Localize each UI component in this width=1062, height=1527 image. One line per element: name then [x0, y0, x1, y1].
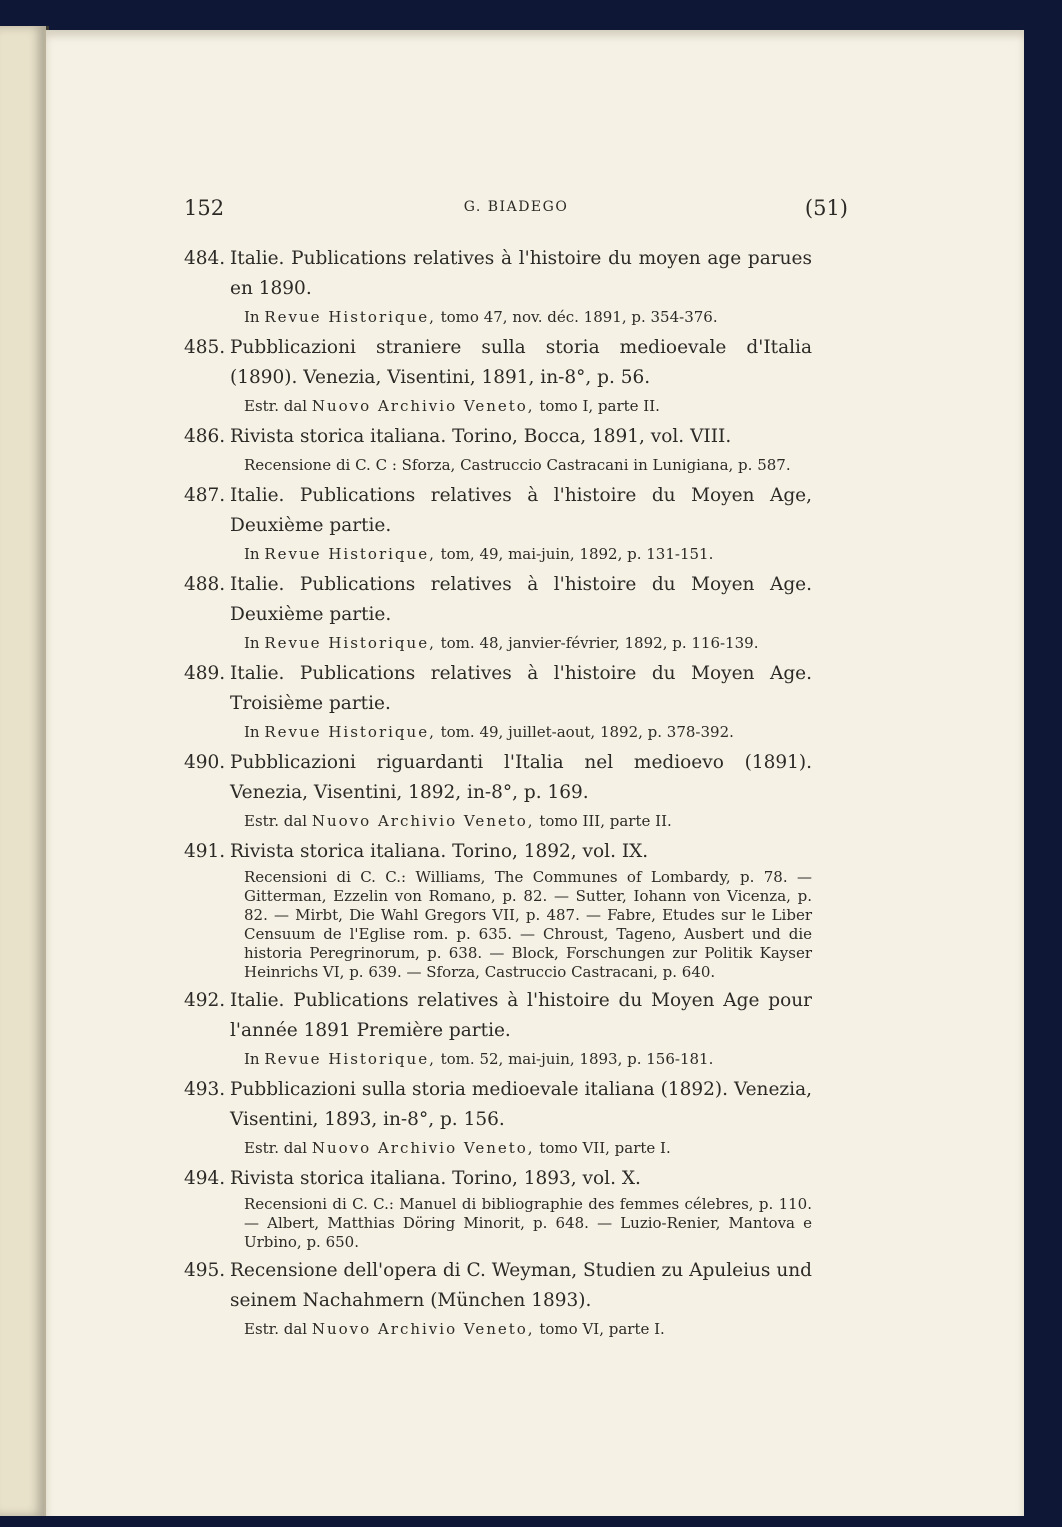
entry-492: [184, 986, 812, 1071]
entry-number: 492.: [184, 990, 226, 1011]
entry-title: Pubblicazioni straniere sulla storia medioevale d'Italia (1890). Venezia, Visentini, 1891, in-8°, p. 56.: [230, 337, 812, 388]
entry-490: [184, 748, 812, 833]
entry-486: [184, 422, 812, 477]
note-details: tom, 49, mai-juin, 1892, p. 131-151.: [440, 545, 714, 563]
note-prefix: In: [244, 545, 260, 563]
note-journal: Nuovo Archivio Veneto,: [311, 397, 535, 415]
entry-494: [184, 1164, 812, 1252]
note-journal: Nuovo Archivio Veneto,: [311, 1320, 535, 1338]
note-journal: Revue Historique,: [264, 308, 436, 326]
entry-note: [244, 809, 812, 833]
note-details: tomo III, parte II.: [539, 812, 672, 830]
entry-489: [184, 659, 812, 744]
entry-485: [184, 333, 812, 418]
entry-title: Pubblicazioni riguardanti l'Italia nel medioevo (1891). Venezia, Visentini, 1892, in-8°, p. 169.: [230, 752, 812, 803]
previous-page-edge: [0, 26, 49, 1516]
note-prefix: In: [244, 1050, 260, 1068]
entry-number: 490.: [184, 752, 226, 773]
entry-note: Recensioni di C. C.: Williams, The Communes of Lombardy, p. 78. — Gitterman, Ezzelin von Romano, p. 82. — Sutter, Iohann von Vicenza, p. 82. — Mirbt, Die Wahl Gregors VII, p. 487. — Fabre, Etudes sur le Liber Censuum de l'Eglise rom. p. 635. — Chroust, Tageno, Ausbert und die historia Peregrinorum, p. 638. — Block, Forschungen zur Politik Kayser Heinrichs VI, p. 639. — Sforza, Castruccio Castracani, p. 640.: [244, 868, 812, 981]
entry-491: [184, 837, 812, 982]
entry-488: [184, 570, 812, 655]
note-details: tom. 49, juillet-aout, 1892, p. 378-392.: [440, 723, 734, 741]
entry-note: [244, 394, 812, 418]
note-prefix: In: [244, 723, 260, 741]
entry-number: 488.: [184, 574, 226, 595]
note-journal: Nuovo Archivio Veneto,: [311, 1139, 535, 1157]
entry-number: 491.: [184, 841, 226, 862]
entry-title: Italie. Publications relatives à l'histoire du moyen age parues en 1890.: [230, 248, 812, 299]
entry-note: [244, 305, 812, 329]
note-prefix: Estr. dal: [244, 397, 308, 415]
note-details: tomo 47, nov. déc. 1891, p. 354-376.: [440, 308, 718, 326]
note-prefix: In: [244, 634, 260, 652]
entry-number: 486.: [184, 426, 226, 447]
entry-title: Rivista storica italiana. Torino, 1892, vol. IX.: [230, 841, 649, 862]
note-details: tom. 48, janvier-février, 1892, p. 116-139.: [440, 634, 759, 652]
note-details: tomo VII, parte I.: [539, 1139, 671, 1157]
section-number: (51): [804, 196, 848, 220]
bibliography-list: [184, 244, 812, 1345]
entry-note: [244, 1136, 812, 1160]
entry-title: Rivista storica italiana. Torino, 1893, vol. X.: [230, 1168, 641, 1189]
entry-title: Italie. Publications relatives à l'histoire du Moyen Age pour l'année 1891 Première partie.: [230, 990, 812, 1041]
entry-note: [244, 1317, 812, 1341]
entry-note: [244, 1047, 812, 1071]
note-journal: Revue Historique,: [264, 1050, 436, 1068]
entry-note: [244, 720, 812, 744]
entry-number: 484.: [184, 248, 226, 269]
entry-484: [184, 244, 812, 329]
entry-title: Italie. Publications relatives à l'histoire du Moyen Age. Deuxième partie.: [230, 574, 812, 625]
note-prefix: In: [244, 308, 260, 326]
entry-note: Recensioni di C. C.: Manuel di bibliographie des femmes célebres, p. 110. — Albert, Matthias Döring Minorit, p. 648. — Luzio-Renier, Mantova e Urbino, p. 650.: [244, 1195, 812, 1251]
entry-495: [184, 1256, 812, 1341]
entry-number: 489.: [184, 663, 226, 684]
note-journal: Revue Historique,: [264, 634, 436, 652]
entry-number: 494.: [184, 1168, 226, 1189]
entry-number: 495.: [184, 1260, 226, 1281]
entry-number: 485.: [184, 337, 226, 358]
entry-493: [184, 1075, 812, 1160]
entry-title: Italie. Publications relatives à l'histoire du Moyen Age. Troisième partie.: [230, 663, 812, 714]
running-header: [184, 196, 848, 230]
entry-title: Italie. Publications relatives à l'histoire du Moyen Age, Deuxième partie.: [230, 485, 812, 536]
entry-number: 493.: [184, 1079, 226, 1100]
note-journal: Nuovo Archivio Veneto,: [311, 812, 535, 830]
entry-number: 487.: [184, 485, 226, 506]
note-journal: Revue Historique,: [264, 545, 436, 563]
note-prefix: Estr. dal: [244, 1139, 308, 1157]
page-number: 152: [184, 196, 225, 220]
entry-487: [184, 481, 812, 566]
entry-title: Pubblicazioni sulla storia medioevale italiana (1892). Venezia, Visentini, 1893, in-8°, p. 156.: [230, 1079, 812, 1130]
entry-title: Rivista storica italiana. Torino, Bocca, 1891, vol. VIII.: [230, 426, 732, 447]
note-prefix: Estr. dal: [244, 1320, 308, 1338]
running-head-author: G. BIADEGO: [463, 199, 569, 215]
note-prefix: Estr. dal: [244, 812, 308, 830]
entry-note: Recensione di C. C : Sforza, Castruccio Castracani in Lunigiana, p. 587.: [244, 456, 791, 474]
note-details: tomo I, parte II.: [539, 397, 660, 415]
note-details: tom. 52, mai-juin, 1893, p. 156-181.: [440, 1050, 714, 1068]
entry-title: Recensione dell'opera di C. Weyman, Studien zu Apuleius und seinem Nachahmern (München 1893).: [230, 1260, 812, 1311]
entry-note: [244, 542, 812, 566]
note-journal: Revue Historique,: [264, 723, 436, 741]
entry-note: [244, 631, 812, 655]
note-details: tomo VI, parte I.: [539, 1320, 665, 1338]
